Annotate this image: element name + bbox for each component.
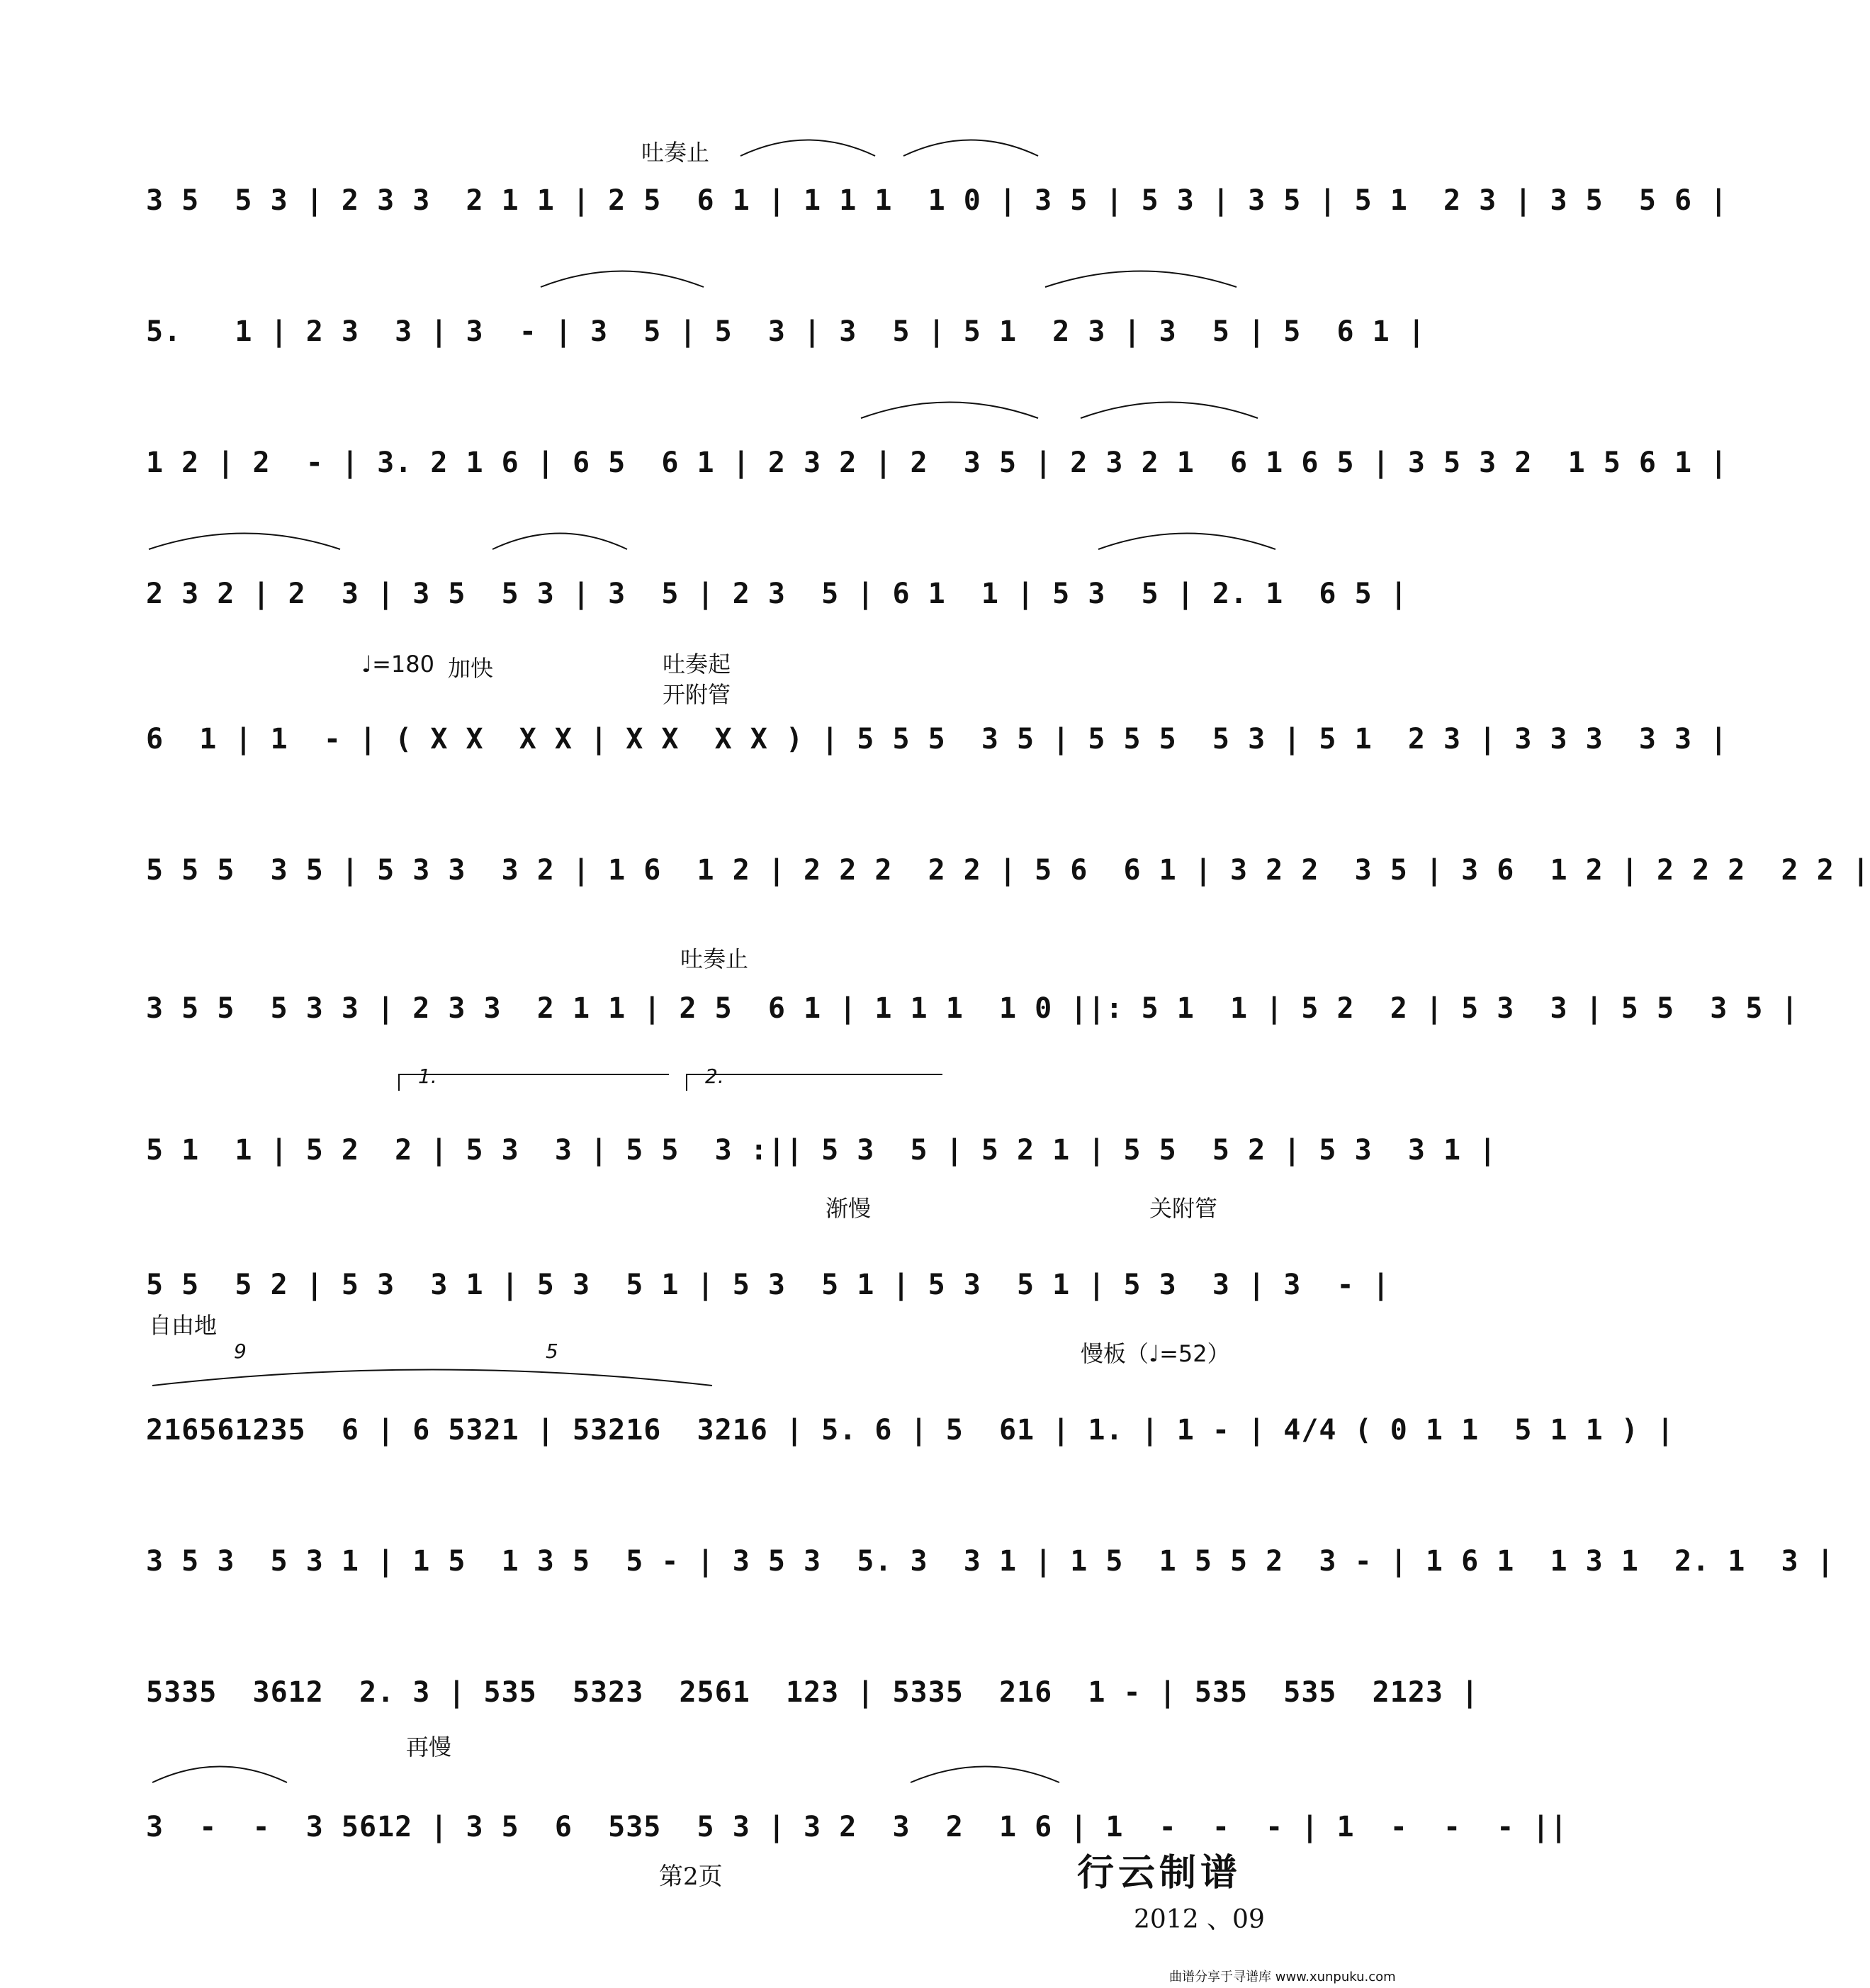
score-row-9	[142, 1226, 1390, 1311]
row-notation: 2 3 2 | 2 3 | 3 5 5 3 | 3 5 | 2 3 5 | 6 1 1 | 5 3 5 | 2. 1 6 5 |	[146, 578, 1408, 610]
annotation-tuzou-start: 吐奏起	[663, 651, 731, 678]
slur-mark	[1042, 262, 1240, 291]
row-notation: 1 2 | 2 - | 3. 2 1 6 | 6 5 6 1 | 2 3 2 | 2 3 5 | 2 3 2 1 6 1 6 5 | 3 5 3 2 1 5 6 1 |	[146, 447, 1728, 479]
score-row-8	[142, 1091, 1497, 1176]
annotation-free-time: 自由地	[149, 1312, 218, 1339]
score-row-13	[142, 1768, 1568, 1853]
row-notation: 6 1 | 1 - | ( X X X X | X X X X ) | 5 5 5 3 5 | 5 5 5 5 3 | 5 1 2 3 | 3 3 3 3 3 |	[146, 723, 1728, 756]
row-notation: 3 5 3 5 3 1 | 1 5 1 3 5 5 - | 3 5 3 5. 3 3 1 | 1 5 1 5 5 2 3 - | 1 6 1 1 3 1 2. 1 3 |	[146, 1545, 1835, 1578]
score-row-6	[142, 812, 1870, 897]
slur-mark	[537, 262, 707, 291]
watermark-site: 曲谱分享于寻谱库 www.xunpuku.com	[1169, 1970, 1396, 1984]
annotation-gradually-slow: 渐慢	[826, 1195, 872, 1222]
brand-signature: 行云制谱	[1077, 1852, 1242, 1894]
annotation-tuzou-stop: 吐奏止	[680, 945, 749, 972]
annotation-close-pipe: 关附管	[1149, 1195, 1218, 1222]
annotation-ending-1: 1.	[418, 1065, 437, 1088]
slur-mark	[1095, 524, 1279, 553]
score-row-11	[142, 1503, 1835, 1588]
annotation-open-pipe: 开附管	[663, 681, 731, 708]
slur-mark	[857, 393, 1042, 422]
ending-bracket-1	[398, 1074, 669, 1091]
slur-mark	[489, 524, 631, 553]
annotation-tuplet: 9	[234, 1340, 247, 1363]
date-label: 2012 、09	[1134, 1905, 1265, 1934]
annotation-tuplet: 5	[546, 1340, 558, 1363]
slur-mark	[900, 131, 1042, 159]
page-number: 第2页	[659, 1863, 723, 1891]
annotation-tuzou-stop: 吐奏止	[641, 139, 710, 166]
annotation-slow-tempo: 慢板（♩=52）	[1081, 1340, 1230, 1367]
slur-mark	[145, 524, 344, 553]
slur-mark	[737, 131, 879, 159]
row-notation: 216561235 6 | 6 5321 | 53216 3216 | 5. 6 | 5 61 | 1. | 1 - | 4/4 ( 0 1 1 5 1 1 ) |	[146, 1414, 1675, 1447]
row-notation: 3 5 5 5 3 3 | 2 3 3 2 1 1 | 2 5 6 1 | 1 1 1 1 0 ||: 5 1 1 | 5 2 2 | 5 3 3 | 5 5 3 5 |	[146, 992, 1799, 1025]
annotation-tempo: ♩=180	[361, 651, 434, 678]
slur-mark	[907, 1758, 1063, 1786]
annotation-accelerate: 加快	[448, 655, 494, 682]
row-notation: 5 5 5 3 5 | 5 3 3 3 2 | 1 6 1 2 | 2 2 2 2 2 | 5 6 6 1 | 3 2 2 3 5 | 3 6 1 2 | 2 2 2 2 2 |	[146, 854, 1870, 887]
annotation-ending-2: 2.	[705, 1065, 724, 1088]
row-notation: 5 5 5 2 | 5 3 3 1 | 5 3 5 1 | 5 3 5 1 | 5 3 5 1 | 5 3 3 | 3 - |	[146, 1269, 1390, 1301]
row-notation: 3 - - 3 5612 | 3 5 6 535 5 3 | 3 2 3 2 1 6 | 1 - - - | 1 - - - ||	[146, 1811, 1568, 1843]
row-notation: 5 1 1 | 5 2 2 | 5 3 3 | 5 5 3 :|| 5 3 5 | 5 2 1 | 5 5 5 2 | 5 3 3 1 |	[146, 1134, 1497, 1167]
ending-bracket-2	[686, 1074, 942, 1091]
row-notation: 3 5 5 3 | 2 3 3 2 1 1 | 2 5 6 1 | 1 1 1 1 0 | 3 5 | 5 3 | 3 5 | 5 1 2 3 | 3 5 5 6 |	[146, 184, 1728, 217]
score-row-12	[142, 1634, 1480, 1719]
row-notation: 5335 3612 2. 3 | 535 5323 2561 123 | 5335 216 1 - | 535 535 2123 |	[146, 1676, 1480, 1709]
slur-mark	[149, 1758, 291, 1786]
annotation-slower-again: 再慢	[406, 1734, 452, 1760]
slur-mark	[149, 1361, 716, 1389]
row-notation: 5. 1 | 2 3 3 | 3 - | 3 5 | 5 3 | 3 5 | 5 1 2 3 | 3 5 | 5 6 1 |	[146, 315, 1426, 348]
slur-mark	[1077, 393, 1261, 422]
